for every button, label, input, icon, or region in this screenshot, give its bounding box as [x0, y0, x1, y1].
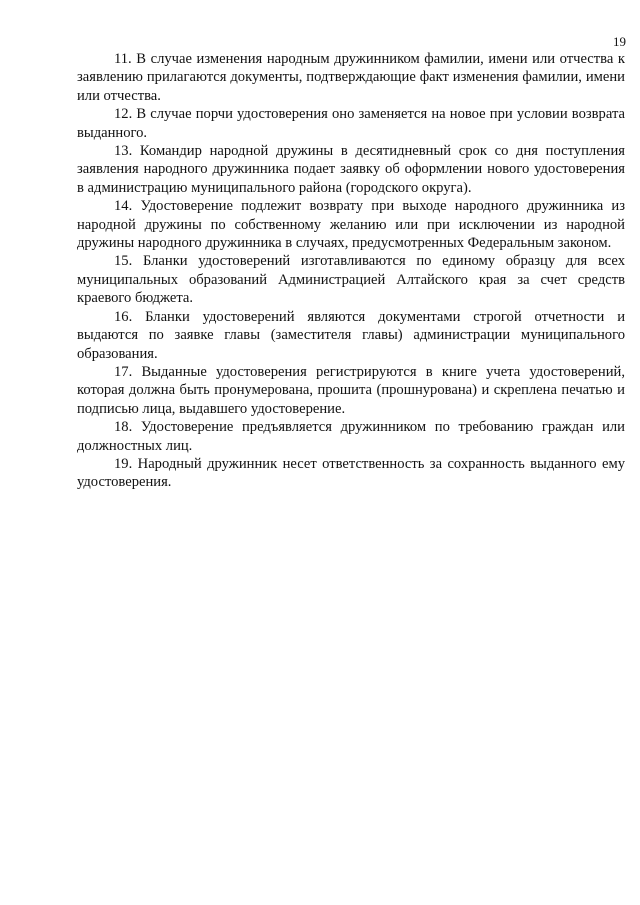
paragraph-14: 14. Удостоверение подлежит возврату при выходе народного дружинника из народной дружины по собственному желанию или при исключении из народной дружины народного дружинника в случаях, предусмотренных Федеральным законом. — [77, 198, 625, 252]
paragraph-17: 17. Выданные удостоверения регистрируются в книге учета удостоверений, которая должна быть пронумерована, прошита (прошнурована) и скреплена печатью и подписью лица, выдавшего удостоверение. — [77, 363, 625, 417]
paragraph-16: 16. Бланки удостоверений являются документами строгой отчетности и выдаются по заявке главы (заместителя главы) администрации муниципального образования. — [77, 308, 625, 362]
paragraph-15: 15. Бланки удостоверений изготавливаются по единому образцу для всех муниципальных образований Администрацией Алтайского края за счет средств краевого бюджета. — [77, 253, 625, 307]
paragraph-18: 18. Удостоверение предъявляется дружинником по требованию граждан или должностных лиц. — [77, 419, 625, 454]
document-body — [77, 50, 625, 492]
paragraph-13: 13. Командир народной дружины в десятидневный срок со дня поступления заявления народного дружинника подает заявку об оформлении нового удостоверения в администрацию муниципального района (городского округа). — [77, 143, 625, 196]
paragraph-19: 19. Народный дружинник несет ответственность за сохранность выданного ему удостоверения. — [77, 455, 625, 491]
paragraph-11: 11. В случае изменения народным дружинником фамилии, имени или отчества к заявлению прилагаются документы, подтверждающие факт изменения фамилии, имени или отчества. — [77, 51, 625, 104]
page-number: 19 — [613, 34, 626, 49]
paragraph-12: 12. В случае порчи удостоверения оно заменяется на новое при условии возврата выданного. — [77, 106, 625, 141]
